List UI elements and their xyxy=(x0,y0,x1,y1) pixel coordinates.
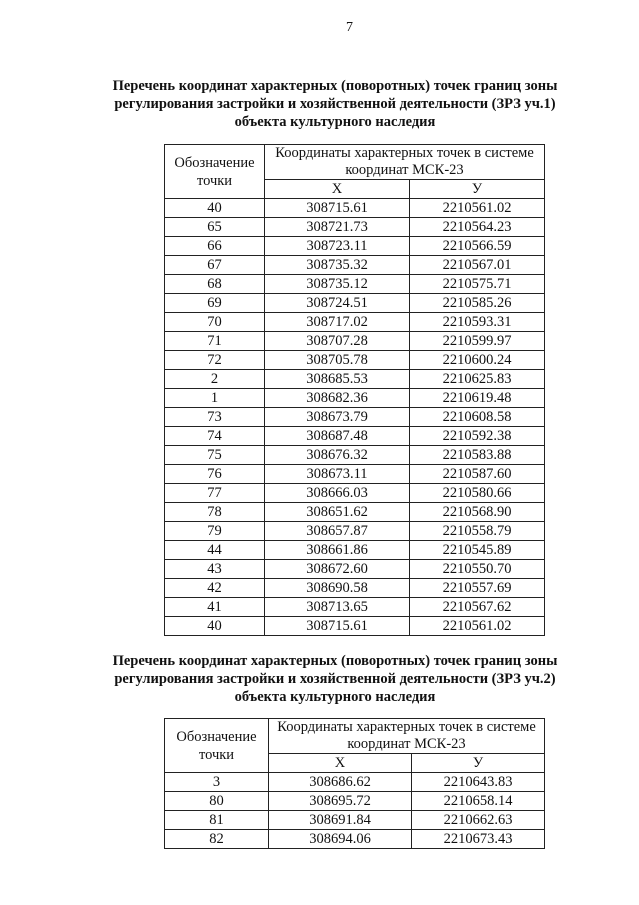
table-row xyxy=(165,579,545,598)
header-y: У xyxy=(412,754,545,773)
table-row xyxy=(165,541,545,560)
table-row xyxy=(165,560,545,579)
x-coordinate-cell: 308694.06 xyxy=(269,830,412,849)
point-id-cell: 76 xyxy=(165,465,265,484)
x-coordinate-cell: 308682.36 xyxy=(265,389,410,408)
section-1-title xyxy=(90,77,580,131)
table-row xyxy=(165,351,545,370)
y-coordinate-cell: 2210625.83 xyxy=(410,370,545,389)
table-row xyxy=(165,294,545,313)
point-id-cell: 43 xyxy=(165,560,265,579)
table-row xyxy=(165,446,545,465)
y-coordinate-cell: 2210561.02 xyxy=(410,199,545,218)
y-coordinate-cell: 2210558.79 xyxy=(410,522,545,541)
point-id-cell: 67 xyxy=(165,256,265,275)
x-coordinate-cell: 308715.61 xyxy=(265,617,410,636)
x-coordinate-cell: 308715.61 xyxy=(265,199,410,218)
y-coordinate-cell: 2210643.83 xyxy=(412,773,545,792)
x-coordinate-cell: 308686.62 xyxy=(269,773,412,792)
header-point-designation: Обозначение точки xyxy=(165,145,265,199)
point-id-cell: 80 xyxy=(165,792,269,811)
point-id-cell: 2 xyxy=(165,370,265,389)
point-id-cell: 3 xyxy=(165,773,269,792)
point-id-cell: 79 xyxy=(165,522,265,541)
table-row xyxy=(165,237,545,256)
point-id-cell: 77 xyxy=(165,484,265,503)
y-coordinate-cell: 2210673.43 xyxy=(412,830,545,849)
header-y: У xyxy=(410,180,545,199)
point-id-cell: 65 xyxy=(165,218,265,237)
table-row xyxy=(165,598,545,617)
table-row xyxy=(165,522,545,541)
y-coordinate-cell: 2210561.02 xyxy=(410,617,545,636)
table-row xyxy=(165,218,545,237)
header-x: X xyxy=(269,754,412,773)
x-coordinate-cell: 308676.32 xyxy=(265,446,410,465)
y-coordinate-cell: 2210575.71 xyxy=(410,275,545,294)
point-id-cell: 71 xyxy=(165,332,265,351)
page-number: 7 xyxy=(346,20,353,35)
x-coordinate-cell: 308685.53 xyxy=(265,370,410,389)
y-coordinate-cell: 2210599.97 xyxy=(410,332,545,351)
x-coordinate-cell: 308717.02 xyxy=(265,313,410,332)
table-row xyxy=(165,332,545,351)
point-id-cell: 40 xyxy=(165,617,265,636)
point-id-cell: 70 xyxy=(165,313,265,332)
x-coordinate-cell: 308723.11 xyxy=(265,237,410,256)
point-id-cell: 82 xyxy=(165,830,269,849)
y-coordinate-cell: 2210545.89 xyxy=(410,541,545,560)
x-coordinate-cell: 308687.48 xyxy=(265,427,410,446)
x-coordinate-cell: 308673.79 xyxy=(265,408,410,427)
table-row xyxy=(165,811,545,830)
y-coordinate-cell: 2210564.23 xyxy=(410,218,545,237)
point-id-cell: 1 xyxy=(165,389,265,408)
table-row xyxy=(165,792,545,811)
point-id-cell: 81 xyxy=(165,811,269,830)
title-line: Перечень координат характерных (поворотных) точек границ зоны xyxy=(112,653,558,669)
table-row xyxy=(165,313,545,332)
header-x: X xyxy=(265,180,410,199)
x-coordinate-cell: 308657.87 xyxy=(265,522,410,541)
table-row xyxy=(165,256,545,275)
table-row xyxy=(165,199,545,218)
point-id-cell: 42 xyxy=(165,579,265,598)
table-row xyxy=(165,389,545,408)
table-row xyxy=(165,427,545,446)
point-id-cell: 73 xyxy=(165,408,265,427)
table-row xyxy=(165,484,545,503)
x-coordinate-cell: 308735.12 xyxy=(265,275,410,294)
title-line: регулирования застройки и хозяйственной деятельности (ЗРЗ уч.2) xyxy=(114,671,556,687)
x-coordinate-cell: 308672.60 xyxy=(265,560,410,579)
point-id-cell: 40 xyxy=(165,199,265,218)
x-coordinate-cell: 308705.78 xyxy=(265,351,410,370)
x-coordinate-cell: 308651.62 xyxy=(265,503,410,522)
y-coordinate-cell: 2210585.26 xyxy=(410,294,545,313)
table-row xyxy=(165,773,545,792)
point-id-cell: 44 xyxy=(165,541,265,560)
y-coordinate-cell: 2210658.14 xyxy=(412,792,545,811)
table-row xyxy=(165,617,545,636)
table-body xyxy=(165,199,545,636)
title-line: регулирования застройки и хозяйственной деятельности (ЗРЗ уч.1) xyxy=(114,96,556,112)
table-row xyxy=(165,503,545,522)
coordinates-table-1 xyxy=(164,144,545,636)
coordinates-table-2 xyxy=(164,718,545,849)
y-coordinate-cell: 2210608.58 xyxy=(410,408,545,427)
table-row xyxy=(165,370,545,389)
title-line: объекта культурного наследия xyxy=(234,689,436,705)
title-line: Перечень координат характерных (поворотных) точек границ зоны xyxy=(112,78,558,94)
x-coordinate-cell: 308713.65 xyxy=(265,598,410,617)
y-coordinate-cell: 2210600.24 xyxy=(410,351,545,370)
y-coordinate-cell: 2210583.88 xyxy=(410,446,545,465)
y-coordinate-cell: 2210662.63 xyxy=(412,811,545,830)
x-coordinate-cell: 308735.32 xyxy=(265,256,410,275)
y-coordinate-cell: 2210567.62 xyxy=(410,598,545,617)
table-row xyxy=(165,465,545,484)
x-coordinate-cell: 308673.11 xyxy=(265,465,410,484)
table-row xyxy=(165,275,545,294)
x-coordinate-cell: 308707.28 xyxy=(265,332,410,351)
point-id-cell: 68 xyxy=(165,275,265,294)
x-coordinate-cell: 308691.84 xyxy=(269,811,412,830)
x-coordinate-cell: 308690.58 xyxy=(265,579,410,598)
section-2-title xyxy=(90,652,580,706)
header-coordinates: Координаты характерных точек в системе координат МСК-23 xyxy=(269,719,545,754)
table-row xyxy=(165,830,545,849)
header-coordinates: Координаты характерных точек в системе координат МСК-23 xyxy=(265,145,545,180)
point-id-cell: 74 xyxy=(165,427,265,446)
y-coordinate-cell: 2210566.59 xyxy=(410,237,545,256)
x-coordinate-cell: 308695.72 xyxy=(269,792,412,811)
y-coordinate-cell: 2210557.69 xyxy=(410,579,545,598)
x-coordinate-cell: 308661.86 xyxy=(265,541,410,560)
y-coordinate-cell: 2210593.31 xyxy=(410,313,545,332)
x-coordinate-cell: 308724.51 xyxy=(265,294,410,313)
point-id-cell: 69 xyxy=(165,294,265,313)
point-id-cell: 66 xyxy=(165,237,265,256)
point-id-cell: 78 xyxy=(165,503,265,522)
x-coordinate-cell: 308721.73 xyxy=(265,218,410,237)
y-coordinate-cell: 2210550.70 xyxy=(410,560,545,579)
point-id-cell: 41 xyxy=(165,598,265,617)
y-coordinate-cell: 2210587.60 xyxy=(410,465,545,484)
y-coordinate-cell: 2210568.90 xyxy=(410,503,545,522)
y-coordinate-cell: 2210567.01 xyxy=(410,256,545,275)
y-coordinate-cell: 2210619.48 xyxy=(410,389,545,408)
title-line: объекта культурного наследия xyxy=(234,114,436,130)
header-point-designation: Обозначение точки xyxy=(165,719,269,773)
table-body xyxy=(165,773,545,849)
table-row xyxy=(165,408,545,427)
y-coordinate-cell: 2210580.66 xyxy=(410,484,545,503)
point-id-cell: 75 xyxy=(165,446,265,465)
point-id-cell: 72 xyxy=(165,351,265,370)
y-coordinate-cell: 2210592.38 xyxy=(410,427,545,446)
x-coordinate-cell: 308666.03 xyxy=(265,484,410,503)
